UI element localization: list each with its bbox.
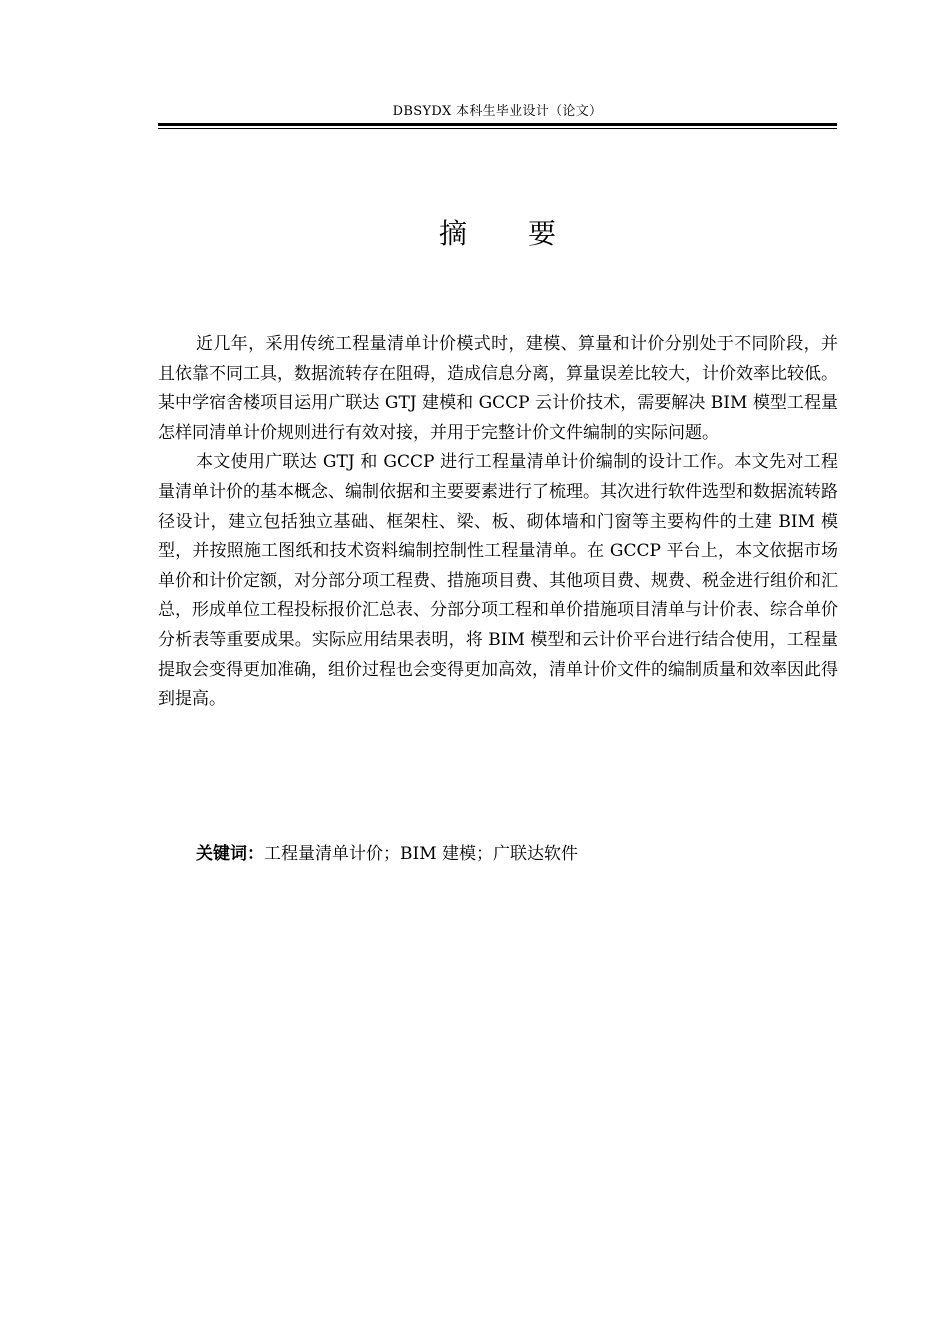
keywords-label: 关键词： [196,844,264,864]
abstract-body [158,330,838,715]
abstract-paragraph-1: 近几年，采用传统工程量清单计价模式时，建模、算量和计价分别处于不同阶段，并且依靠不同工具，数据流转存在阻碍，造成信息分离，算量误差比较大，计价效率比较低。某中学宿舍楼项目运用广联达 GTJ 建模和 GCCP 云计价技术，需要解决 BIM 模型工程量怎样同清单计价规则进行有效对接，并用于完整计价文件编制的实际问题。 [158,334,838,443]
abstract-title: 摘 要 [439,217,582,250]
running-header: DBSYDX 本科生毕业设计（论文） [392,104,603,119]
keywords-text: 工程量清单计价；BIM 建模；广联达软件 [264,844,579,864]
keywords-line [158,840,838,869]
header-rule-thin [158,128,837,129]
abstract-paragraph-2: 本文使用广联达 GTJ 和 GCCP 进行工程量清单计价编制的设计工作。本文先对工程量清单计价的基本概念、编制依据和主要要素进行了梳理。其次进行软件选型和数据流转路径设计，建立包括独立基础、框架柱、梁、板、砌体墙和门窗等主要构件的土建 BIM 模型，并按照施工图纸和技术资料编制控制性工程量清单。在 GCCP 平台上，本文依据市场单价和计价定额，对分部分项工程费、措施项目费、其他项目费、规费、税金进行组价和汇总，形成单位工程投标报价汇总表、分部分项工程和单价措施项目清单与计价表、综合单价分析表等重要成果。实际应用结果表明，将 BIM 模型和云计价平台进行结合使用，工程量提取会变得更加准确，组价过程也会变得更加高效，清单计价文件的编制质量和效率因此得到提高。 [158,452,838,710]
header-rule-thick [158,123,837,126]
